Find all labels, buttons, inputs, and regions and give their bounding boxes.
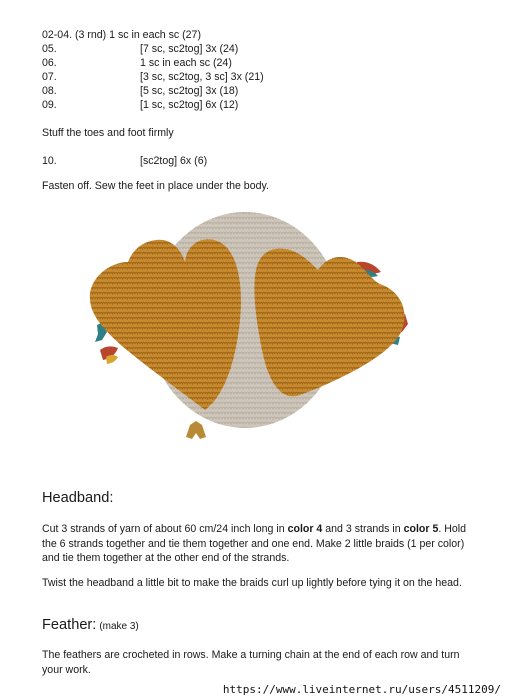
feather-subtitle: (make 3) [99, 621, 139, 632]
headband-heading [42, 490, 113, 506]
color-4-label: color 4 [287, 523, 323, 535]
headband-text: and 3 strands in [322, 523, 404, 535]
row-instruction: [3 sc, sc2tog, 3 sc] 3x (21) [140, 71, 264, 83]
headband-text: . Hold the 6 strands together and tie them together and one end. Make 2 little braids (1 per color) and tie them together at the other end of the strands. [42, 523, 467, 565]
left-foot [90, 239, 241, 410]
fasten-note: Fasten off. Sew the feet in place under the body. [42, 180, 269, 192]
headband-paragraph [42, 522, 472, 566]
row-instruction: [5 sc, sc2tog] 3x (18) [140, 85, 239, 97]
row-instruction: [sc2tog] 6x (6) [140, 155, 208, 167]
row-number: 09. [42, 99, 57, 111]
row-number: 07. [42, 71, 57, 83]
headband-twist-note: Twist the headband a little bit to make the braids curl up lightly before tying it on the head. [42, 577, 462, 589]
headband-text: Cut 3 strands of yarn of about 60 cm/24 inch long in [42, 523, 288, 535]
row-number: 06. [42, 57, 57, 69]
stuff-note: Stuff the toes and foot firmly [42, 127, 174, 139]
left-feather-detail [106, 355, 118, 364]
row-instruction: [1 sc, sc2tog] 6x (12) [140, 99, 239, 111]
feather-heading [42, 617, 139, 633]
row-number: 05. [42, 43, 57, 55]
feather-title: Feather: [42, 617, 97, 633]
row-number: 08. [42, 85, 57, 97]
headband-title: Headband: [42, 490, 114, 506]
tassel [186, 421, 206, 439]
row-number: 10. [42, 155, 57, 167]
source-url[interactable]: https://www.liveinternet.ru/users/4511209/ [222, 683, 501, 696]
right-foot [254, 249, 404, 397]
color-5-label: color 5 [403, 523, 439, 535]
row-instruction: 1 sc in each sc (24) [140, 57, 232, 69]
feather-paragraph: The feathers are crocheted in rows. Make a turning chain at the end of each row and turn your work. [42, 649, 460, 676]
pattern-row-02-04: 02-04. (3 rnd) 1 sc in each sc (27) [42, 29, 201, 41]
row-instruction: [7 sc, sc2tog] 3x (24) [140, 43, 239, 55]
